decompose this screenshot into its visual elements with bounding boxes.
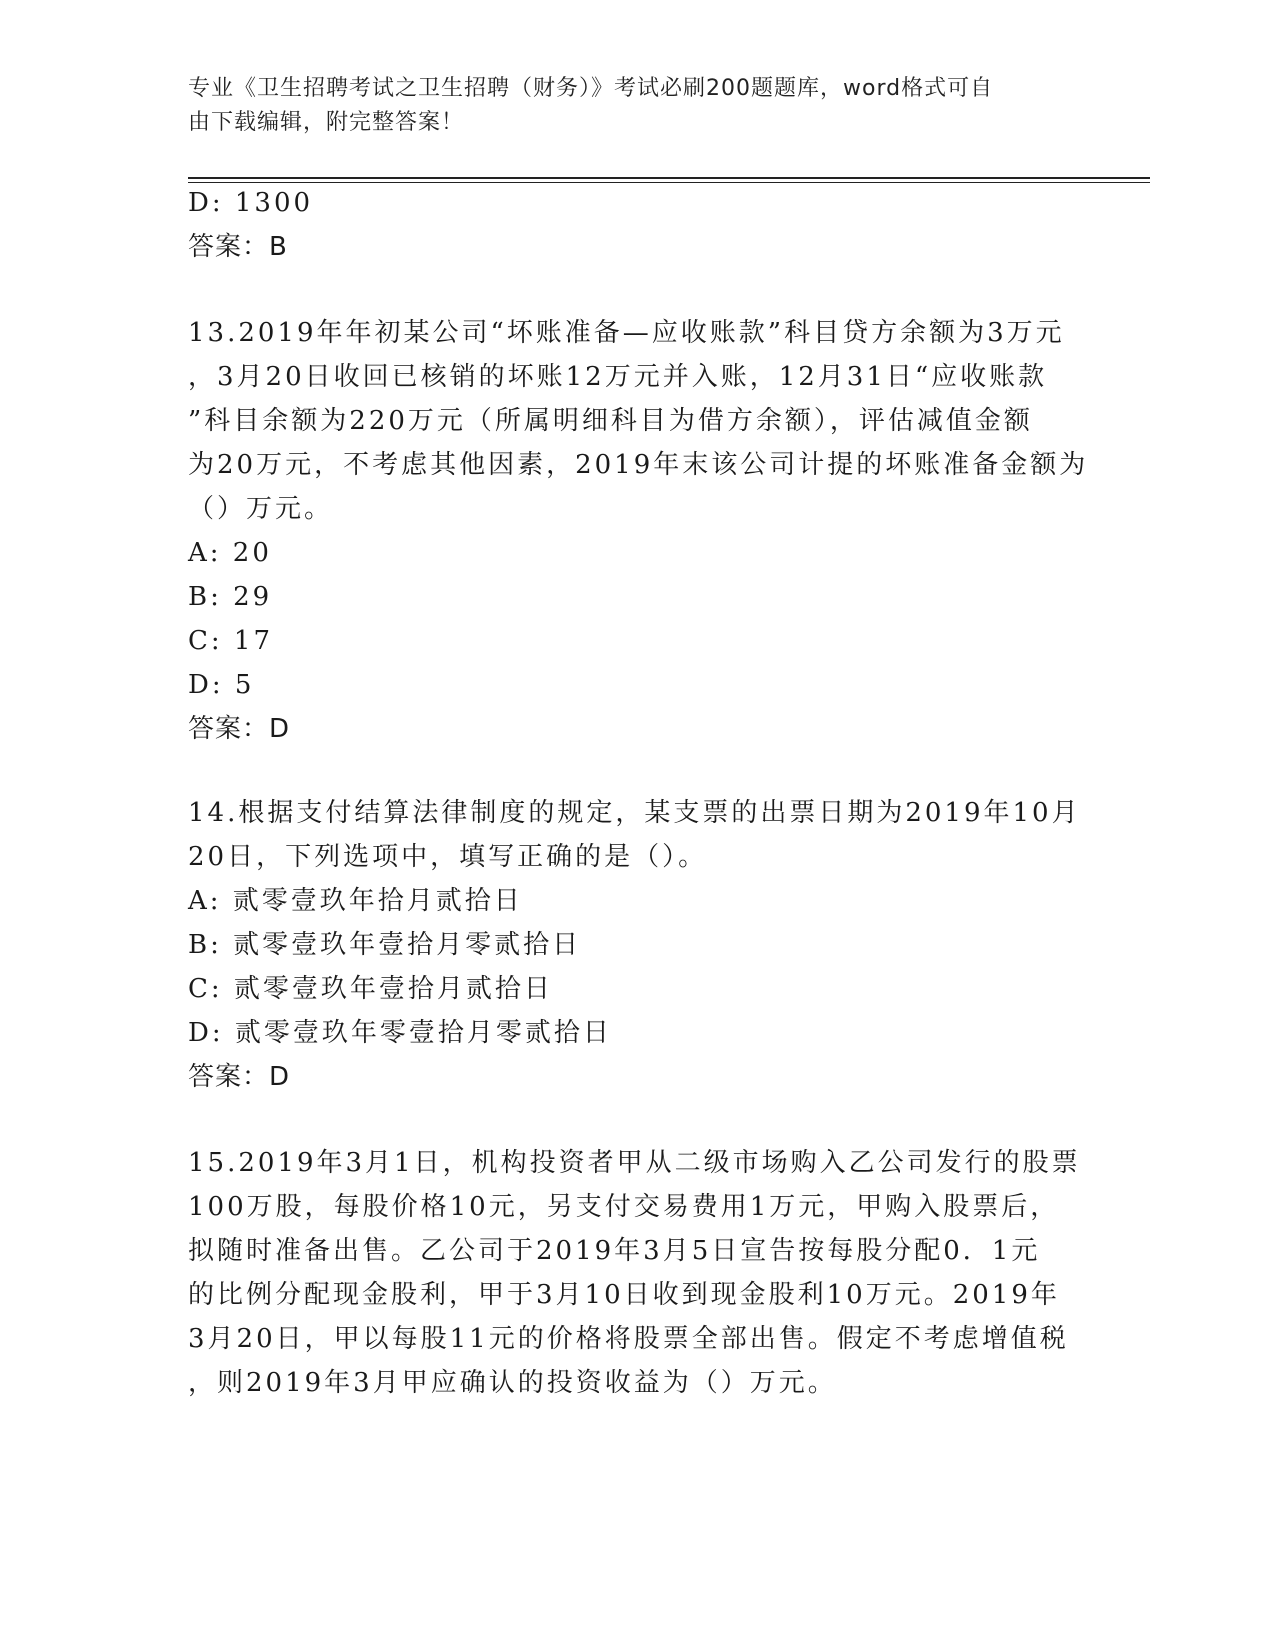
question-text-line: （）万元。	[188, 494, 334, 524]
header-line-2: 由下载编辑，附完整答案！	[188, 110, 465, 135]
question-text-line: 100万股，每股价格10元，另支付交易费用1万元，甲购入股票后，	[188, 1192, 1060, 1222]
question-text-line: 拟随时准备出售。乙公司于2019年3月5日宣告按每股分配0．1元	[188, 1236, 1041, 1266]
question-text-line: ，3月20日收回已核销的坏账12万元并入账，12月31日“应收账款	[188, 362, 1048, 392]
option-d: D: 5	[188, 670, 255, 700]
option-d: D: 贰零壹玖年零壹拾月零贰拾日	[188, 1018, 612, 1048]
option-b: B: 贰零壹玖年壹拾月零贰拾日	[188, 930, 582, 960]
question-text-line: 为20万元，不考虑其他因素，2019年末该公司计提的坏账准备金额为	[188, 450, 1089, 480]
question-text-line: ”科目余额为220万元（所属明细科目为借方余额），评估减值金额	[188, 406, 1033, 436]
option-c: C: 贰零壹玖年壹拾月贰拾日	[188, 974, 553, 1004]
question-text-line: 20日，下列选项中，填写正确的是（）。	[188, 842, 708, 872]
option-c: C: 17	[188, 626, 274, 656]
answer-line: 答案：D	[188, 714, 291, 744]
question-text-line: 14.根据支付结算法律制度的规定，某支票的出票日期为2019年10月	[188, 798, 1081, 828]
header-divider-thin	[188, 182, 1150, 183]
question-text-line: 3月20日，甲以每股11元的价格将股票全部出售。假定不考虑增值税	[188, 1324, 1069, 1354]
option-a: A: 贰零壹玖年拾月贰拾日	[188, 886, 523, 916]
option-d: D: 1300	[188, 188, 314, 218]
answer-line: 答案：B	[188, 232, 288, 262]
option-b: B: 29	[188, 582, 273, 612]
question-text-line: 15.2019年3月1日，机构投资者甲从二级市场购入乙公司发行的股票	[188, 1148, 1081, 1178]
question-text-line: 的比例分配现金股利，甲于3月10日收到现金股利10万元。2019年	[188, 1280, 1060, 1310]
header-line-1: 专业《卫生招聘考试之卫生招聘（财务）》考试必刷200题题库，word格式可自	[188, 76, 994, 101]
option-a: A: 20	[188, 538, 272, 568]
document-header	[188, 72, 1068, 140]
question-text-line: ，则2019年3月甲应确认的投资收益为（）万元。	[188, 1368, 837, 1398]
answer-line: 答案：D	[188, 1062, 291, 1092]
header-divider	[188, 177, 1150, 179]
question-text-line: 13.2019年年初某公司“坏账准备—应收账款”科目贷方余额为3万元	[188, 318, 1065, 348]
